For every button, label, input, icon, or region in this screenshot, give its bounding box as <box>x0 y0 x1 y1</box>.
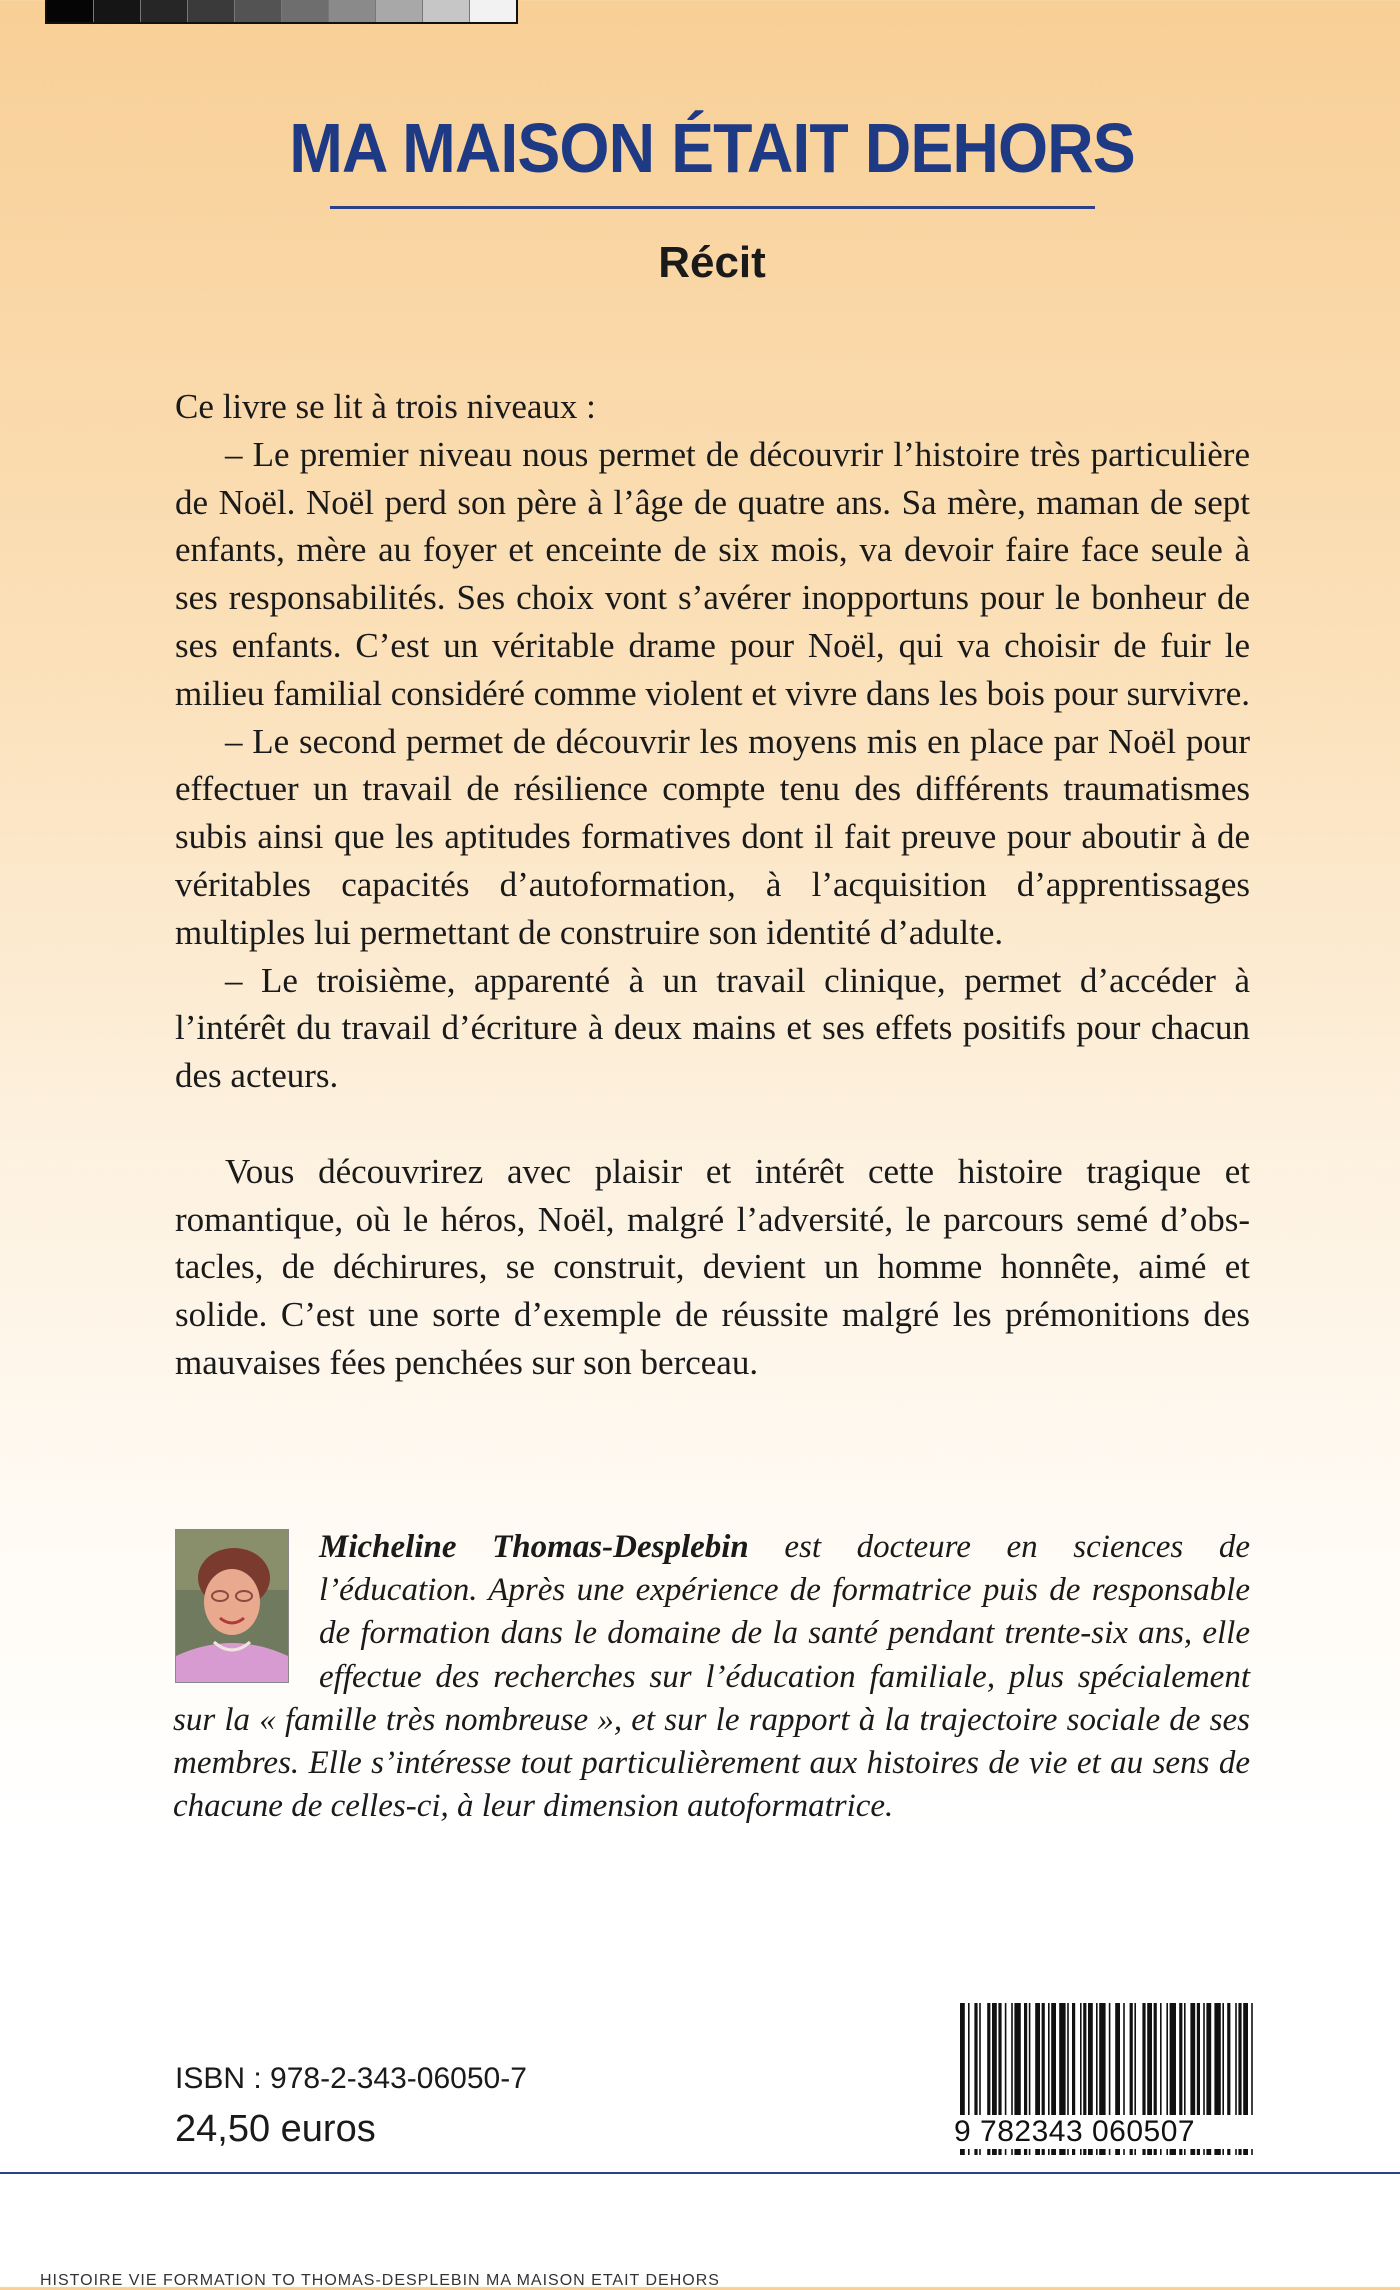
color-calibration-strip <box>45 0 518 24</box>
book-subtitle: Récit <box>658 238 766 287</box>
author-name: Micheline Thomas-Desplebin <box>319 1529 749 1565</box>
author-bio <box>173 1526 1250 1828</box>
title-underline <box>330 206 1095 209</box>
intro-paragraph: Ce livre se lit à trois niveaux : <box>175 387 596 426</box>
price: 24,50 euros <box>175 2108 376 2150</box>
spine-footer-text: HISTOIRE VIE FORMATION TO THOMAS-DESPLEBIN MA MAISON ETAIT DEHORS <box>40 2272 720 2289</box>
book-title: MA MAISON ÉTAIT DEHORS <box>289 109 1135 187</box>
back-cover-text <box>175 383 1250 1387</box>
level-two-paragraph: – Le second permet de découvrir les moyens mis en place par Noël pour effectuer un travail de résilience compte tenu des différents traumatismes subis ainsi que les aptitudes formatives dont il fait preuve pour aboutir à de véritables capacités d’autoformation, à l’acquisition d’apprentissages multiples lui permettant de construire son identité d’adulte. <box>175 721 1250 952</box>
paragraph-gap <box>175 1100 1250 1148</box>
barcode-digits: 9 782343 060507 <box>954 2115 1254 2149</box>
level-three-paragraph: – Le troisième, apparenté à un travail clinique, permet d’accéder à l’intérêt du travail d’écriture à deux mains et ses effets positifs pour chacun des acteurs. <box>175 960 1250 1096</box>
isbn: ISBN : 978-2-343-06050-7 <box>175 2062 527 2095</box>
author-photo <box>175 1529 289 1683</box>
author-bio-text: est docteure en sciences de l’éducation. Après une expérience de formatrice puis de responsable de formation dans le domaine de la santé pendant trente-six ans, elle effectue des recherches sur l’éducation familiale, plus spécialement sur la « famille très nombreuse », et sur le rapport à la trajectoire sociale de ses membres. Elle s’intéresse tout particulièrement aux histoires de vie et au sens de chacune de celles-ci, à leur dimension autoformatrice. <box>173 1529 1250 1825</box>
bottom-rule <box>0 2172 1400 2174</box>
summary-paragraph: Vous découvrirez avec plaisir et intérêt cette histoire tragique et romantique, où le héros, Noël, malgré l’adversité, le parcours semé d’obstacles, de déchirures, se construit, devient un homme honnête, aimé et solide. C’est une sorte d’exemple de réussite malgré les prémonitions des mauvaises fées penchées sur son berceau. <box>175 1151 1250 1382</box>
level-one-paragraph: – Le premier niveau nous permet de découvrir l’histoire très particulière de Noël. Noël perd son père à l’âge de quatre ans. Sa mère, maman de sept enfants, mère au foyer et enceinte de six mois, va devoir faire face seule à ses responsabilités. Ses choix vont s’avérer inopportuns pour le bonheur de ses enfants. C’est un véritable drame pour Noël, qui va choisir de fuir le milieu familial considéré comme violent et vivre dans les bois pour survivre. <box>175 434 1251 713</box>
